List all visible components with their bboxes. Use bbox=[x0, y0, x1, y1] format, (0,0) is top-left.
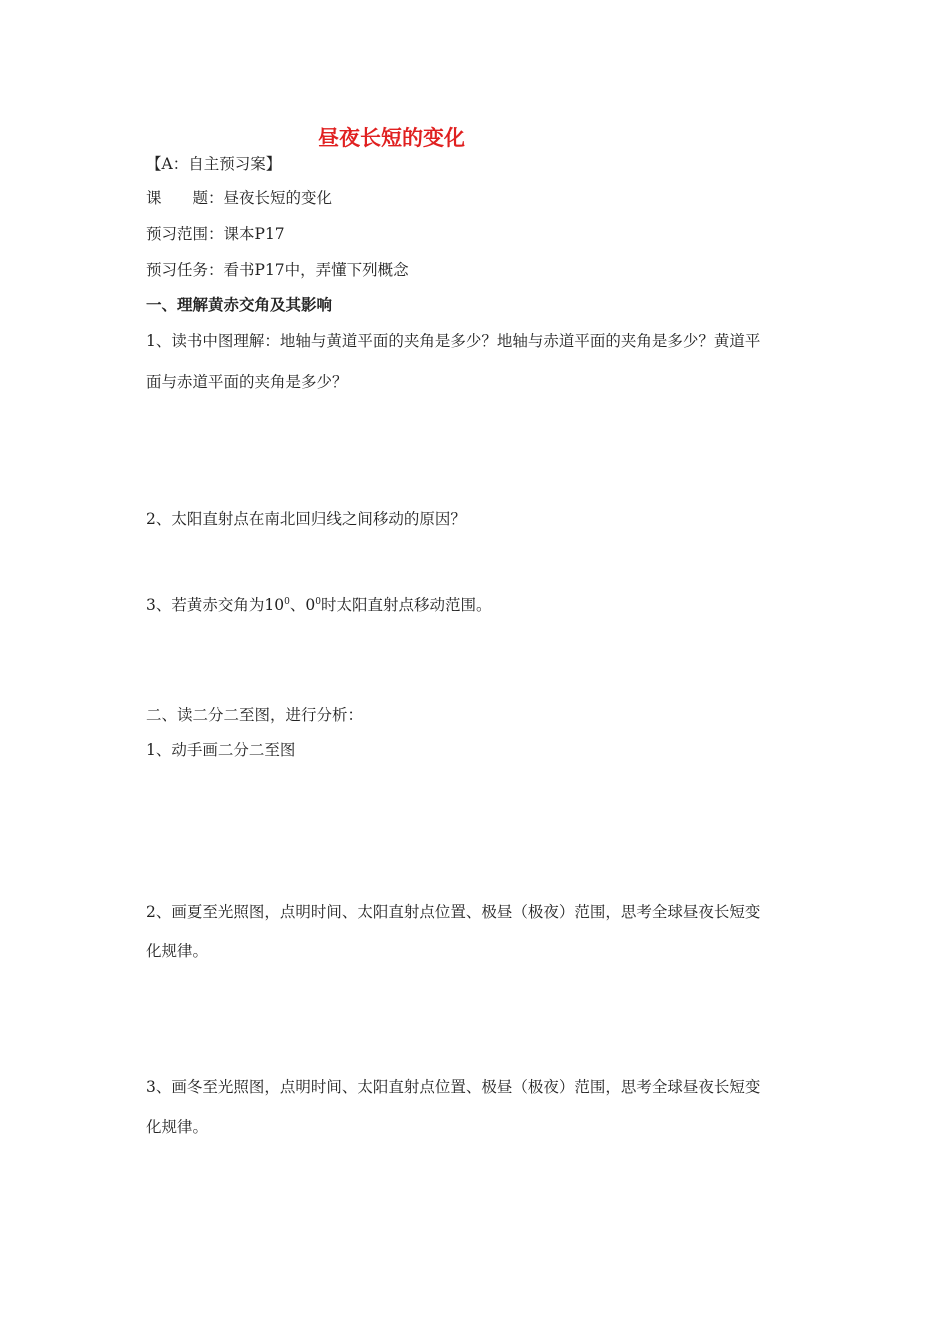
degree-mark-2: 0 bbox=[315, 596, 321, 607]
part2-q2-line1: 2、画夏至光照图，点明时间、太阳直射点位置、极昼（极夜）范围，思考全球昼夜长短变 bbox=[146, 903, 761, 921]
topic-line bbox=[146, 188, 332, 208]
part2-q3-line2: 化规律。 bbox=[146, 1118, 209, 1136]
part2-heading: 二、读二分二至图，进行分析： bbox=[146, 706, 364, 724]
part1-q2: 2、太阳直射点在南北回归线之间移动的原因？ bbox=[146, 510, 466, 528]
part1-q1-line2: 面与赤道平面的夹角是多少？ bbox=[146, 373, 348, 391]
part2-q1: 1、动手画二分二至图 bbox=[146, 741, 296, 759]
part1-q3 bbox=[146, 595, 491, 615]
q3-text-mid: 、0 bbox=[289, 596, 316, 614]
document-title: 昼夜长短的变化 bbox=[318, 126, 465, 150]
part2-q2-line2: 化规律。 bbox=[146, 942, 209, 960]
q3-text-post: 时太阳直射点移动范围。 bbox=[320, 596, 492, 614]
topic-label: 课 题： bbox=[146, 189, 224, 207]
part1-heading: 一、理解黄赤交角及其影响 bbox=[146, 296, 333, 314]
task-line bbox=[146, 260, 409, 280]
part2-q3-line1: 3、画冬至光照图，点明时间、太阳直射点位置、极昼（极夜）范围，思考全球昼夜长短变 bbox=[146, 1078, 761, 1096]
q3-text-pre: 3、若黄赤交角为10 bbox=[146, 596, 285, 614]
part1-q1-line1: 1、读书中图理解：地轴与黄道平面的夹角是多少？地轴与赤道平面的夹角是多少？黄道平 bbox=[146, 332, 761, 350]
degree-mark-1: 0 bbox=[284, 596, 290, 607]
range-label: 预习范围： bbox=[146, 225, 224, 243]
task-label: 预习任务： bbox=[146, 261, 224, 279]
section-a-label: 【A：自主预习案】 bbox=[146, 155, 282, 173]
range-line bbox=[146, 224, 285, 244]
topic-value: 昼夜长短的变化 bbox=[223, 189, 333, 207]
task-value: 看书P17中，弄懂下列概念 bbox=[223, 261, 409, 279]
range-value: 课本P17 bbox=[223, 225, 285, 243]
